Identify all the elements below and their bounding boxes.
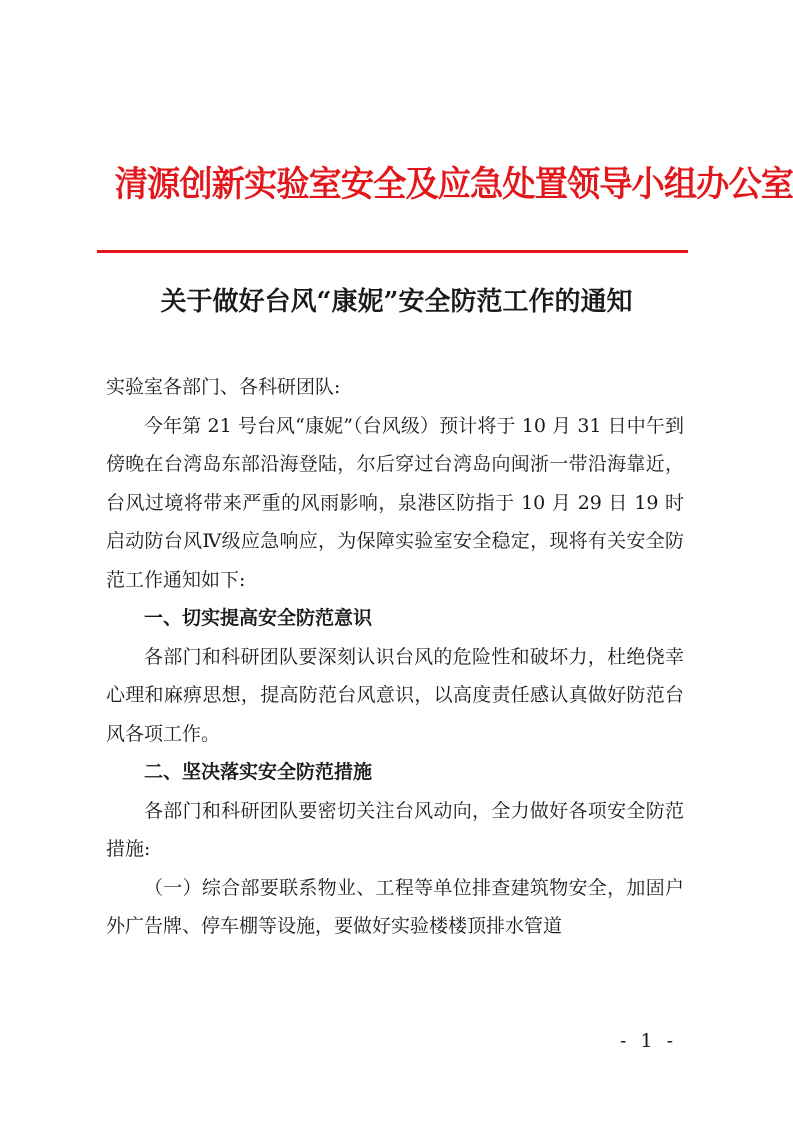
section-heading-1: 一、切实提高安全防范意识 — [144, 607, 373, 629]
salutation: 实验室各部门、各科研团队: — [106, 376, 341, 398]
section-paragraph-2: 各部门和科研团队要密切关注台风动向，全力做好各项安全防范措施: — [106, 799, 684, 860]
section-paragraph-1: 各部门和科研团队要深刻认识台风的危险性和破坏力，杜绝侥幸心理和麻痹思想，提高防范台风意识，以高度责任感认真做好防范台风各项工作。 — [106, 645, 684, 745]
document-body — [106, 368, 684, 946]
section-heading-2: 二、坚决落实安全防范措施 — [144, 761, 373, 783]
header-divider — [97, 250, 688, 253]
page-number: - 1 - — [620, 1030, 678, 1052]
item-paragraph-1: （一）综合部要联系物业、工程等单位排查建筑物安全，加固户外广告牌、停车棚等设施，要做好实验楼楼顶排水管道 — [106, 876, 684, 937]
organization-header: 清源创新实验室安全及应急处置领导小组办公室 — [114, 165, 793, 205]
intro-paragraph: 今年第 21 号台风“康妮”（台风级）预计将于 10 月 31 日中午到傍晚在台湾岛东部沿海登陆，尔后穿过台湾岛向闽浙一带沿海靠近，台风过境将带来严重的风雨影响，泉港区防指于 10 月 29 日 19 时启动防台风Ⅳ级应急响应，为保障实验室安全稳定，现将有关安全防范工作通知如下: — [106, 414, 684, 591]
document-title: 关于做好台风“康妮”安全防范工作的通知 — [160, 287, 633, 317]
